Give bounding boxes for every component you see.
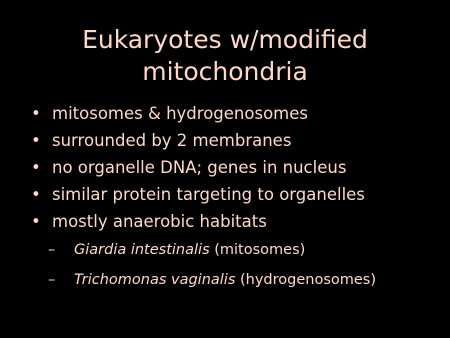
title-line-1: Eukaryotes w/modified — [82, 25, 368, 54]
bullet-item — [28, 208, 376, 295]
slide-title — [0, 24, 450, 88]
bullet-marker: • — [31, 185, 41, 204]
organelle-note: (hydrogenosomes) — [235, 272, 377, 288]
title-line-2: mitochondria — [142, 57, 308, 86]
bullet-text: surrounded by 2 membranes — [52, 131, 292, 150]
bullet-marker: • — [31, 131, 41, 150]
bullet-item — [28, 100, 376, 127]
species-name: Trichomonas vaginalis — [74, 272, 236, 288]
sub-marker: – — [48, 272, 56, 288]
sub-item — [28, 235, 376, 265]
organelle-note: (mitosomes) — [209, 242, 306, 258]
sub-list — [28, 235, 376, 295]
bullet-item — [28, 127, 376, 154]
bullet-marker: • — [31, 158, 41, 177]
bullet-list — [28, 100, 376, 295]
bullet-marker: • — [31, 104, 41, 123]
bullet-item — [28, 154, 376, 181]
bullet-text: similar protein targeting to organelles — [52, 185, 365, 204]
sub-item — [28, 265, 376, 295]
bullet-item — [28, 181, 376, 208]
sub-marker: – — [48, 242, 56, 258]
bullet-marker: • — [31, 212, 41, 231]
bullet-text: mostly anaerobic habitats — [52, 212, 267, 231]
bullet-text: no organelle DNA; genes in nucleus — [52, 158, 347, 177]
species-name: Giardia intestinalis — [74, 242, 210, 258]
bullet-text: mitosomes & hydrogenosomes — [52, 104, 308, 123]
